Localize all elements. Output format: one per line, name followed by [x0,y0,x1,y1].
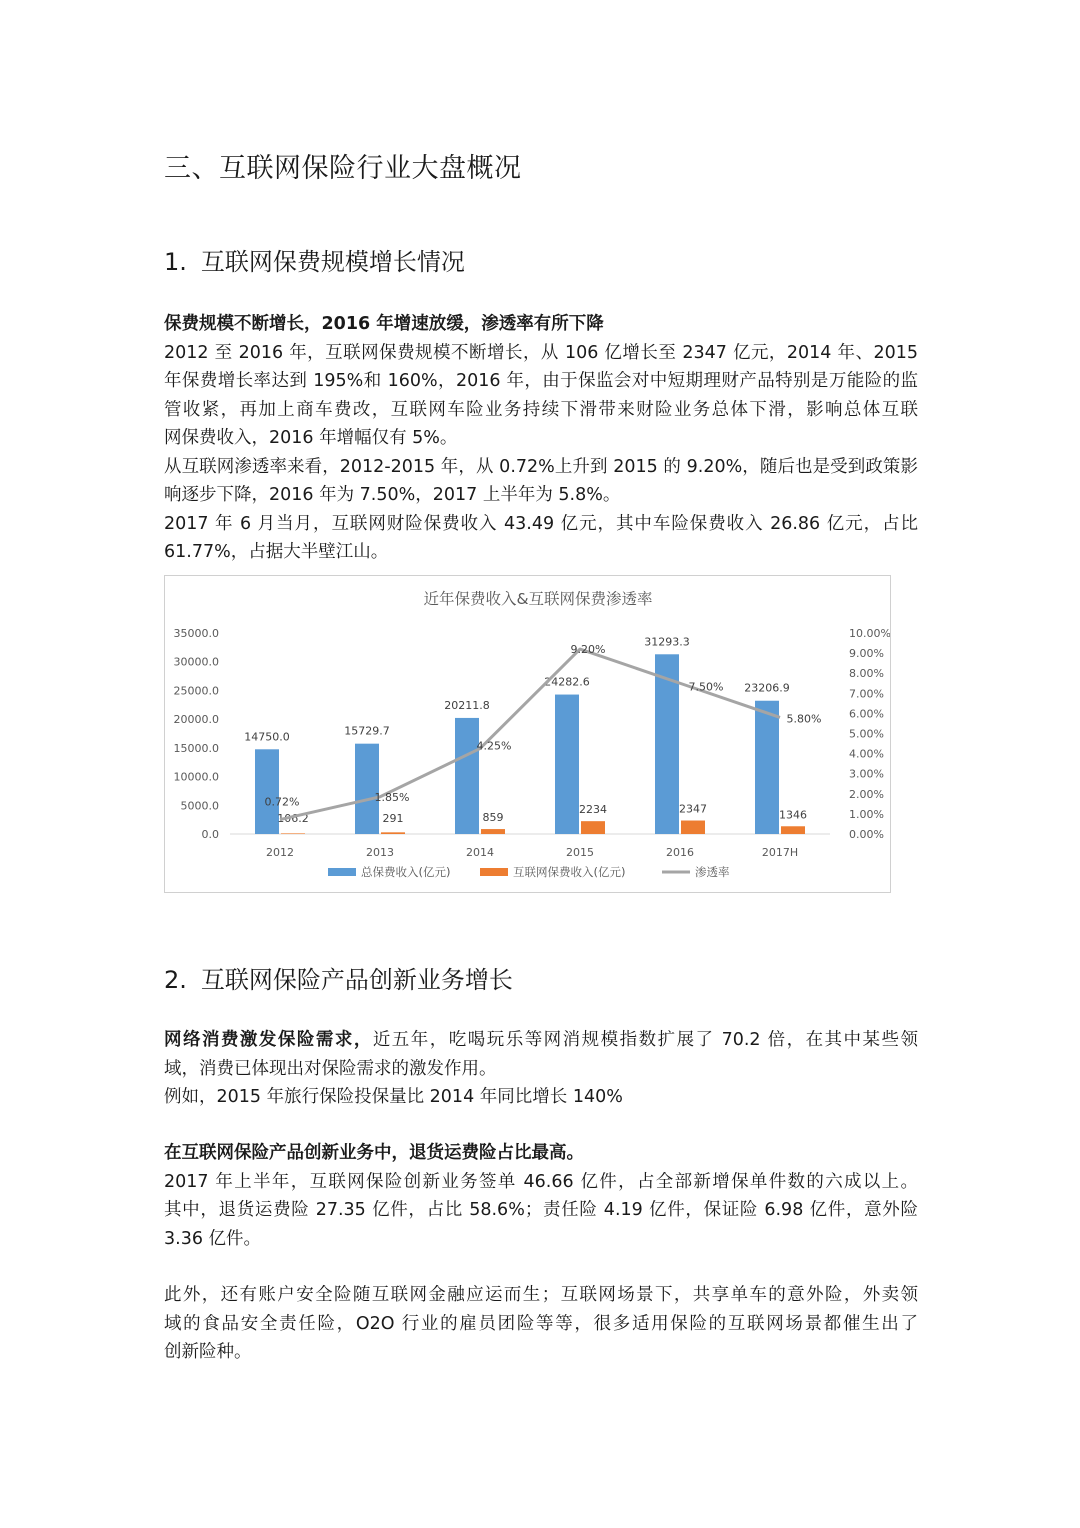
block2-p1-bold: 网络消费激发保险需求， [164,1030,373,1050]
block1-p1-line: 2012 至 2016 年，互联网保费规模不断增长，从 106 亿增长至 2347 亿元，2014 年、2015 [164,342,918,363]
bar-label-total-premium: 23206.9 [744,681,790,695]
y-right-tick-label: 9.00% [849,647,884,661]
subsection-2-number: 2. [164,966,187,994]
y-left-tick-label: 25000.0 [173,684,219,698]
bar-internet-premium [481,829,505,834]
block4-line: 此外，还有账户安全险随互联网金融应运而生；互联网场景下，共享单车的意外险，外卖领 [164,1285,918,1305]
block1-p1-line: 管收紧，再加上商车费改，互联网车险业务持续下滑带来财险业务总体下滑，影响总体互联 [164,399,918,420]
block1-p1-line: 网保费收入，2016 年增幅仅有 5%。 [164,428,458,448]
y-right-tick-label: 1.00% [849,807,884,821]
bar-internet-premium [281,833,305,834]
bar-label-internet-premium: 859 [482,811,504,825]
y-left-tick-label: 35000.0 [173,627,219,640]
block3-line: 3.36 亿件。 [164,1228,262,1249]
block1-p2-line: 从互联网渗透率来看，2012-2015 年，从 0.72%上升到 2015 的 9.20%，随后也是受到政策影 [164,456,918,477]
y-left-tick-label: 0.0 [201,828,219,841]
line-label-penetration-rate: 1.85% [374,790,410,804]
bar-total-premium [455,718,479,834]
block1-p3-line: 2017 年 6 月当月，互联网财险保费收入 43.49 亿元，其中车险保费收入 26.86 亿元，占比 [164,513,918,534]
bar-total-premium [355,744,379,834]
legend-label: 总保费收入(亿元) [361,865,451,879]
block2 [164,1026,918,1112]
bar-total-premium [555,695,579,834]
bar-label-total-premium: 20211.8 [444,698,490,712]
subsection-2-title: 互联网保险产品创新业务增长 [200,966,513,994]
bar-label-internet-premium: 106.2 [277,812,309,825]
y-right-tick-label: 3.00% [849,767,884,781]
legend-label: 渗透率 [695,865,730,879]
y-right-tick-label: 5.00% [849,727,884,741]
y-left-tick-label: 5000.0 [180,799,219,813]
block3-line: 其中，退货运费险 27.35 亿件，占比 58.6%；责任险 4.19 亿件，保证险 6.98 亿件，意外险 [164,1200,918,1220]
line-label-penetration-rate: 7.50% [688,680,724,694]
bar-label-total-premium: 31293.3 [644,635,690,649]
block1-p3-line: 61.77%，占据大半壁江山。 [164,542,389,562]
block1-p1-line: 年保费增长率达到 195%和 160%，2016 年，由于保监会对中短期理财产品特别是万能险的监 [164,371,918,391]
block1-heading: 保费规模不断增长，2016 年增速放缓，渗透率有所下降 [164,314,604,334]
block1-p2-line: 响逐步下降，2016 年为 7.50%，2017 上半年为 5.8%。 [164,485,621,505]
x-tick-label: 2013 [366,846,394,859]
block1 [164,310,918,567]
block2-p1-line [164,1026,918,1055]
line-label-penetration-rate: 0.72% [264,795,300,809]
block2-p1-line: 域，消费已体现出对保险需求的激发作用。 [164,1058,497,1079]
chart-title: 近年保费收入&互联网保费渗透率 [423,590,653,608]
bar-label-internet-premium: 291 [382,812,404,825]
block4-line: 域的食品安全责任险，O2O 行业的雇员团险等等，很多适用保险的互联网场景都催生出了 [164,1313,918,1334]
block3 [164,1139,918,1253]
bar-label-internet-premium: 1346 [779,808,807,822]
subsection-1-number: 1. [164,248,187,276]
x-tick-label: 2016 [666,846,694,859]
legend-label: 互联网保费收入(亿元) [513,865,626,879]
y-left-tick-label: 20000.0 [173,713,219,727]
bar-label-internet-premium: 2347 [679,802,707,816]
bar-label-total-premium: 15729.7 [344,724,390,738]
bar-internet-premium [681,821,705,834]
y-left-tick-label: 10000.0 [173,770,219,784]
bar-label-total-premium: 14750.0 [244,730,290,744]
bar-total-premium [755,701,779,834]
x-tick-label: 2014 [466,846,494,859]
x-tick-label: 2017H [761,846,799,859]
bar-total-premium [255,749,279,834]
block3-line: 2017 年上半年，互联网保险创新业务签单 46.66 亿件，占全部新增保单件数的六成以上。 [164,1171,918,1192]
chart-container [164,575,891,893]
bar-label-internet-premium: 2234 [579,803,607,817]
y-right-tick-label: 0.00% [849,828,884,841]
section-title: 三、互联网保险行业大盘概况 [164,153,522,184]
subsection-1-title: 互联网保费规模增长情况 [200,248,465,276]
block4 [164,1281,918,1367]
x-tick-label: 2015 [566,846,594,859]
y-left-tick-label: 15000.0 [173,741,219,755]
subsection-1-heading [164,242,465,277]
bar-internet-premium [381,832,405,834]
legend-swatch [480,868,508,876]
block2-p1-rest: 近五年，吃喝玩乐等网消规模指数扩展了 70.2 倍，在其中某些领 [372,1030,918,1050]
y-right-tick-label: 4.00% [849,747,884,761]
legend-swatch [328,868,356,876]
y-right-tick-label: 8.00% [849,667,884,681]
line-label-penetration-rate: 5.80% [786,712,822,726]
block4-line: 创新险种。 [164,1342,252,1362]
x-tick-label: 2012 [266,846,294,859]
y-right-tick-label: 6.00% [849,707,884,721]
bar-label-total-premium: 24282.6 [544,675,590,689]
y-right-tick-label: 10.00% [849,627,890,640]
bar-internet-premium [781,826,805,834]
block2-p2: 例如，2015 年旅行保险投保量比 2014 年同比增长 140% [164,1087,623,1107]
line-label-penetration-rate: 9.20% [570,643,606,657]
subsection-2-heading [164,960,513,995]
line-label-penetration-rate: 4.25% [476,739,512,753]
y-right-tick-label: 2.00% [849,787,884,801]
combo-chart [165,576,890,892]
y-right-tick-label: 7.00% [849,687,884,701]
bar-internet-premium [581,821,605,834]
y-left-tick-label: 30000.0 [173,655,219,669]
block3-heading: 在互联网保险产品创新业务中，退货运费险占比最高。 [164,1143,584,1163]
